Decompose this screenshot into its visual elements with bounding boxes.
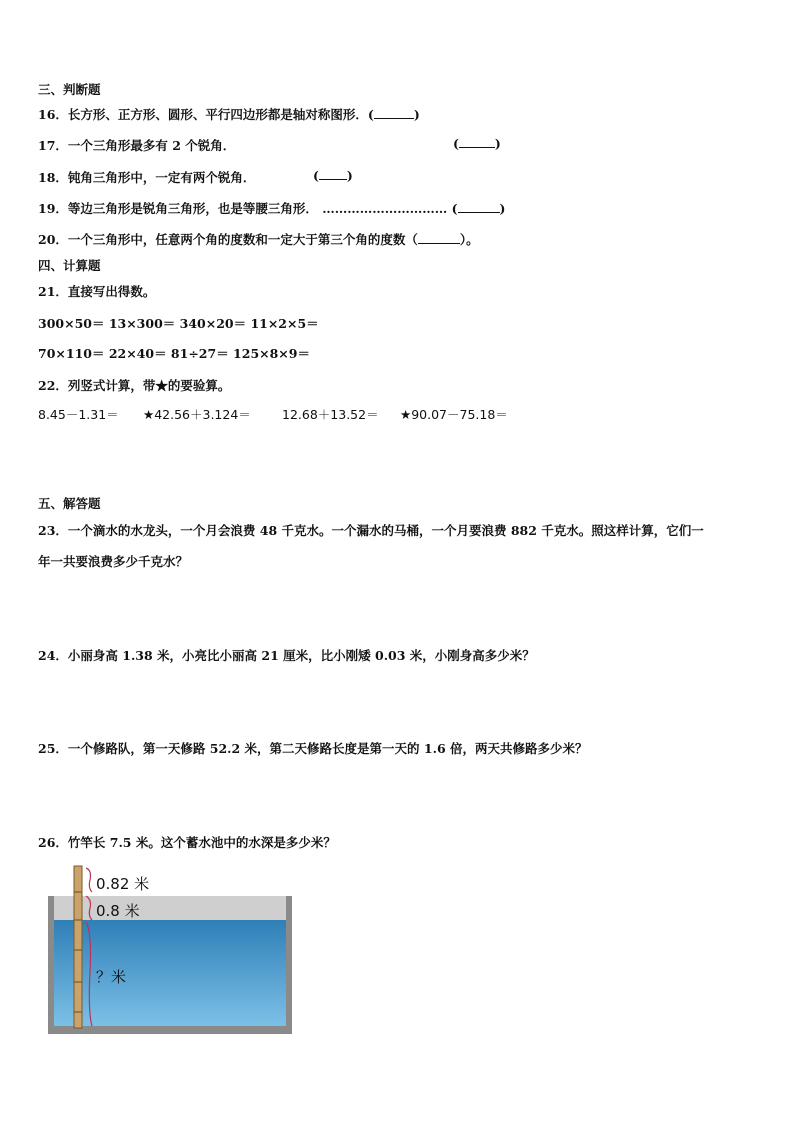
- question-18-bracket: [313, 168, 353, 183]
- question-21-row-1: 300×50＝ 13×300＝ 340×20＝ 11×2×5＝: [38, 316, 319, 331]
- question-21: 21．直接写出得数。: [38, 284, 156, 299]
- question-17-close: ): [494, 136, 501, 151]
- question-16-text: 16．长方形、正方形、圆形、平行四边形都是轴对称图形．(: [38, 107, 374, 122]
- question-22: 22．列竖式计算，带★的要验算。: [38, 378, 231, 393]
- question-16: [38, 105, 420, 123]
- answer-blank-19[interactable]: [458, 201, 500, 213]
- question-19-close: ): [499, 201, 506, 216]
- answer-blank-16[interactable]: [374, 107, 414, 119]
- calc-item-2: ★42.56＋3.124＝: [143, 407, 251, 422]
- question-26: 26．竹竿长 7.5 米。这个蓄水池中的水深是多少米？: [38, 835, 336, 850]
- question-18-open: (: [313, 168, 319, 183]
- question-19-text: 19．等边三角形是锐角三角形，也是等腰三角形． ………………………… (: [38, 201, 458, 216]
- question-21-row-2: 70×110＝ 22×40＝ 81÷27＝ 125×8×9＝: [38, 346, 310, 361]
- calc-item-1: 8.45－1.31＝: [38, 407, 119, 422]
- question-17-text: 17．一个三角形最多有 2 个锐角．: [38, 138, 236, 153]
- tank-water: [54, 920, 286, 1026]
- answer-blank-20[interactable]: [418, 232, 460, 244]
- answer-blank-18[interactable]: [319, 168, 347, 180]
- calc-item-4: ★90.07－75.18＝: [400, 407, 508, 422]
- question-20: [38, 230, 479, 248]
- section-calc-title: 四、计算题: [38, 258, 101, 273]
- question-18-text: 18．钝角三角形中，一定有两个锐角．: [38, 170, 256, 185]
- label-water-depth: ？米: [96, 968, 127, 986]
- water-tank-illustration: [46, 862, 306, 1038]
- question-25: 25．一个修路队，第一天修路 52.2 米，第二天修路长度是第一天的 1.6 倍，两天共修路多少米？: [38, 741, 588, 756]
- question-24: 24．小丽身高 1.38 米，小亮比小丽高 21 厘米，比小刚矮 0.03 米，小刚身高多少米？: [38, 648, 535, 663]
- answer-blank-17[interactable]: [459, 136, 495, 148]
- question-23-line-2: 年一共要浪费多少千克水？: [38, 554, 189, 569]
- label-08: 0.8 米: [96, 902, 140, 920]
- question-19: [38, 199, 505, 217]
- question-18: [38, 168, 255, 186]
- section-judge-title: 三、判断题: [38, 82, 101, 97]
- water-tank-figure: [46, 862, 306, 1038]
- calc-item-3: 12.68＋13.52＝: [282, 407, 379, 422]
- section-solve-title: 五、解答题: [38, 496, 101, 511]
- bamboo-pole: [74, 866, 82, 1028]
- bracket-top: [86, 868, 92, 892]
- question-17-bracket: [453, 136, 501, 151]
- question-20-close: ）。: [459, 232, 479, 247]
- question-17: [38, 136, 235, 154]
- question-17-open: (: [453, 136, 459, 151]
- question-20-text: 20．一个三角形中，任意两个角的度数和一定大于第三个角的度数（: [38, 232, 418, 247]
- label-082: 0.82 米: [96, 875, 150, 893]
- question-18-close: ): [346, 168, 353, 183]
- question-16-close: ): [413, 107, 420, 122]
- question-23-line-1: 23．一个滴水的水龙头，一个月会浪费 48 千克水。一个漏水的马桶，一个月要浪费 882 千克水。照这样计算，它们一: [38, 523, 704, 538]
